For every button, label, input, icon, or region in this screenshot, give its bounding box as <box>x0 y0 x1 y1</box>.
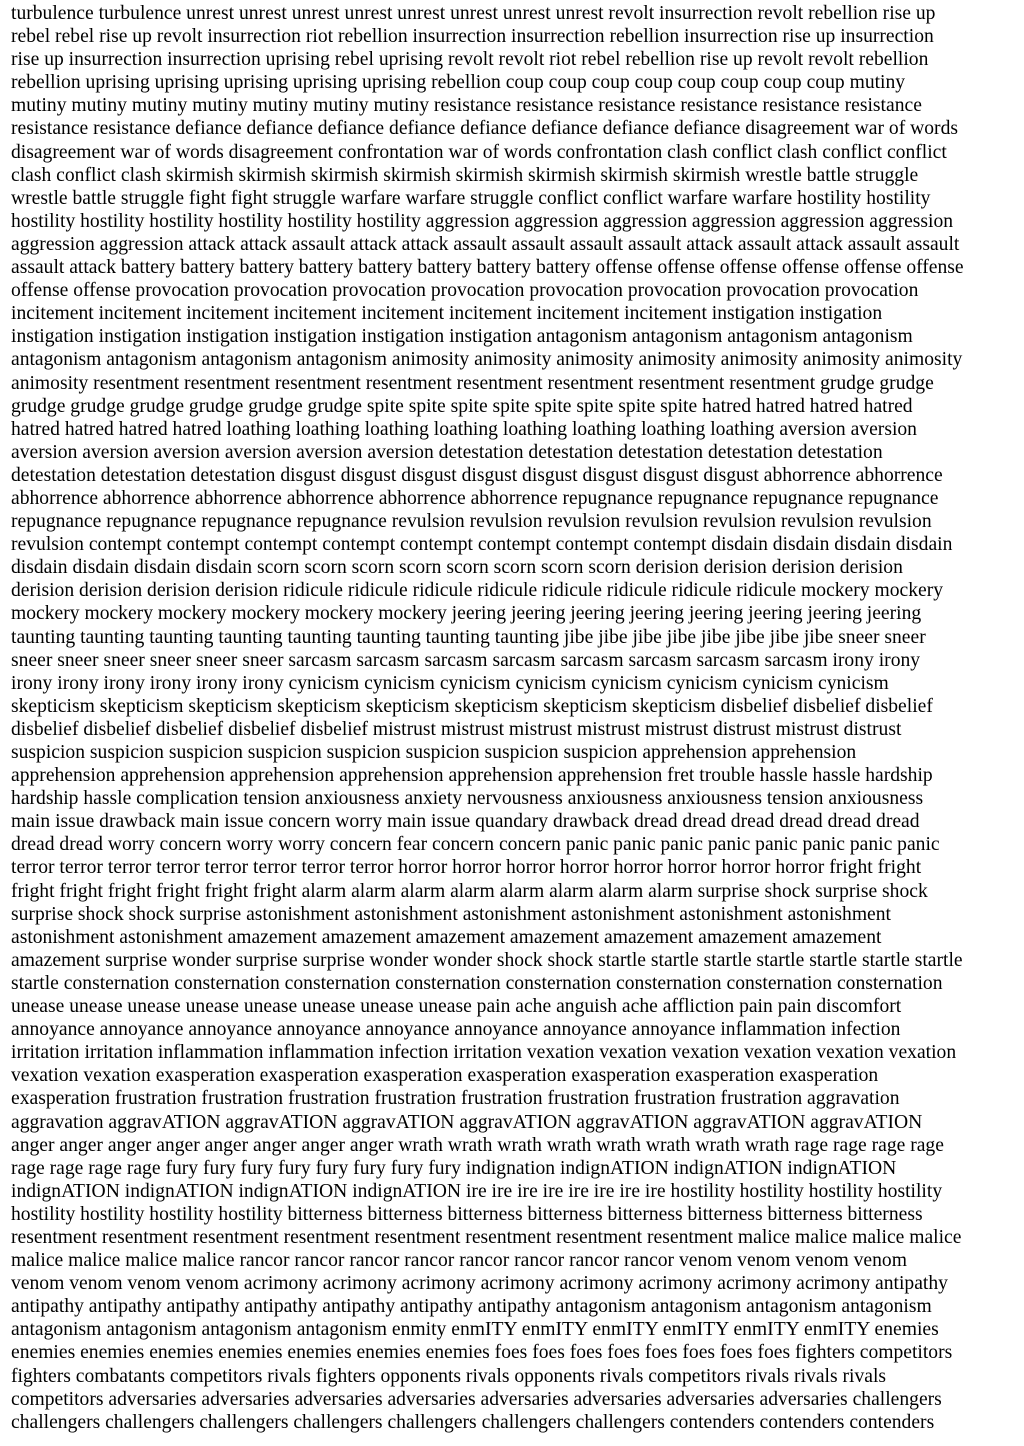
text-line: challengers challengers challengers challengers challengers challengers challengers contenders contenders contenders <box>11 1411 935 1433</box>
text-line: resentment resentment resentment resentment resentment resentment resentment resentment malice malice malice malice <box>11 1226 962 1248</box>
text-line: indignATION indignATION indignATION indignATION ire ire ire ire ire ire ire ire hostility hostility hostility hostility <box>11 1180 943 1202</box>
text-line: abhorrence abhorrence abhorrence abhorrence abhorrence abhorrence repugnance repugnance repugnance repugnance <box>11 487 939 509</box>
text-line: startle consternation consternation consternation consternation consternation consternation consternation consternation <box>11 972 943 994</box>
text-line: incitement incitement incitement incitement incitement incitement incitement incitement instigation instigation <box>11 303 883 325</box>
text-line: assault attack battery battery battery battery battery battery battery battery offense offense offense offense offense offense <box>11 257 964 279</box>
text-line: surprise shock shock surprise astonishment astonishment astonishment astonishment astonishment astonishment <box>11 903 891 925</box>
text-line: grudge grudge grudge grudge grudge grudge spite spite spite spite spite spite spite spite hatred hatred hatred hatred <box>11 395 913 417</box>
text-line: antagonism antagonism antagonism antagonism enmity enmITY enmITY enmITY enmITY enmITY enmITY enemies <box>11 1319 939 1341</box>
text-line: clash conflict clash skirmish skirmish skirmish skirmish skirmish skirmish skirmish skirmish wrestle battle struggle <box>11 164 919 186</box>
text-line: hatred hatred hatred hatred loathing loathing loathing loathing loathing loathing loathing loathing aversion aversion <box>11 418 917 440</box>
text-line: disdain disdain disdain disdain scorn scorn scorn scorn scorn scorn scorn scorn derision derision derision derision <box>11 557 903 579</box>
text-line: apprehension apprehension apprehension apprehension apprehension apprehension fret trouble hassle hassle hardship <box>11 765 933 787</box>
text-line: hostility hostility hostility hostility bitterness bitterness bitterness bitterness bitterness bitterness bitterness bitterness <box>11 1203 923 1225</box>
text-line: sneer sneer sneer sneer sneer sneer sarcasm sarcasm sarcasm sarcasm sarcasm sarcasm sarcasm sarcasm irony irony <box>11 649 921 671</box>
text-line: wrestle battle struggle fight fight struggle warfare warfare struggle conflict conflict warfare warfare hostility hostility <box>11 187 931 209</box>
text-line: venom venom venom venom acrimony acrimony acrimony acrimony acrimony acrimony acrimony acrimony antipathy <box>11 1273 948 1295</box>
text-line: mutiny mutiny mutiny mutiny mutiny mutiny mutiny resistance resistance resistance resistance resistance resistance <box>11 95 922 117</box>
text-line: detestation detestation detestation disgust disgust disgust disgust disgust disgust disgust disgust abhorrence abhorrence <box>11 464 943 486</box>
text-line: enemies enemies enemies enemies enemies enemies enemies foes foes foes foes foes foes foes foes fighters competitors <box>11 1342 953 1364</box>
text-line: competitors adversaries adversaries adversaries adversaries adversaries adversaries adversaries adversaries challengers <box>11 1388 942 1410</box>
text-line: disbelief disbelief disbelief disbelief disbelief mistrust mistrust mistrust mistrust mistrust distrust mistrust distrust <box>11 718 902 740</box>
text-line: aggression aggression attack attack assault attack attack assault assault assault assault attack assault attack assault assault <box>11 233 960 255</box>
text-line: unease unease unease unease unease unease unease unease pain ache anguish ache affliction pain pain discomfort <box>11 996 902 1018</box>
text-line: fighters combatants competitors rivals fighters opponents rivals opponents rivals competitors rivals rivals rivals <box>11 1365 887 1387</box>
text-line: malice malice malice malice rancor rancor rancor rancor rancor rancor rancor rancor venom venom venom venom <box>11 1250 907 1272</box>
text-line: irony irony irony irony irony irony cynicism cynicism cynicism cynicism cynicism cynicism cynicism cynicism <box>11 672 889 694</box>
text-line: revulsion contempt contempt contempt contempt contempt contempt contempt contempt disdain disdain disdain disdain <box>11 534 953 556</box>
text-line: antagonism antagonism antagonism antagonism animosity animosity animosity animosity animosity animosity animosity <box>11 349 963 371</box>
text-line: astonishment astonishment amazement amazement amazement amazement amazement amazement amazement <box>11 926 882 948</box>
text-line: mockery mockery mockery mockery mockery mockery jeering jeering jeering jeering jeering jeering jeering jeering <box>11 603 922 625</box>
text-line: anger anger anger anger anger anger anger anger wrath wrath wrath wrath wrath wrath wrath wrath rage rage rage rage <box>11 1134 944 1156</box>
text-line: offense offense provocation provocation provocation provocation provocation provocation provocation provocation <box>11 280 919 302</box>
text-line: rage rage rage rage fury fury fury fury fury fury fury fury indignation indignATION indignATION indignATION <box>11 1157 897 1179</box>
text-line: aggravation aggravATION aggravATION aggravATION aggravATION aggravATION aggravATION aggravATION <box>11 1111 923 1133</box>
text-line: irritation irritation inflammation inflammation infection irritation vexation vexation vexation vexation vexation vexation <box>11 1042 957 1064</box>
text-line: vexation vexation exasperation exasperation exasperation exasperation exasperation exasperation exasperation <box>11 1065 879 1087</box>
text-line: hostility hostility hostility hostility hostility hostility aggression aggression aggression aggression aggression aggression <box>11 210 954 232</box>
text-line: fright fright fright fright fright fright alarm alarm alarm alarm alarm alarm alarm alarm surprise shock surprise shock <box>11 880 928 902</box>
text-line: resistance resistance defiance defiance defiance defiance defiance defiance defiance defiance disagreement war of words <box>11 118 959 140</box>
text-line: turbulence turbulence unrest unrest unrest unrest unrest unrest unrest unrest revolt insurrection revolt rebellion rise up <box>11 3 936 24</box>
text-line: derision derision derision derision ridicule ridicule ridicule ridicule ridicule ridicule ridicule ridicule mockery mockery <box>11 580 944 602</box>
text-line: amazement surprise wonder surprise surprise wonder wonder shock shock startle startle startle startle startle startle startle <box>11 949 963 971</box>
text-line: repugnance repugnance repugnance repugnance revulsion revulsion revulsion revulsion revulsion revulsion revulsion <box>11 511 932 533</box>
text-line: dread dread worry concern worry worry concern fear concern concern panic panic panic panic panic panic panic panic <box>11 834 940 856</box>
text-line: terror terror terror terror terror terror terror terror horror horror horror horror horror horror horror horror fright fright <box>11 857 922 879</box>
text-line: antipathy antipathy antipathy antipathy antipathy antipathy antipathy antagonism antagonism antagonism antagonism <box>11 1296 932 1318</box>
text-line: rebellion uprising uprising uprising uprising uprising rebellion coup coup coup coup coup coup coup coup mutiny <box>11 72 906 94</box>
text-line: exasperation frustration frustration frustration frustration frustration frustration frustration frustration aggravation <box>11 1088 900 1110</box>
text-line: suspicion suspicion suspicion suspicion suspicion suspicion suspicion suspicion apprehension apprehension <box>11 742 857 763</box>
text-line: instigation instigation instigation instigation instigation instigation antagonism antagonism antagonism antagonism <box>11 326 913 348</box>
text-line: main issue drawback main issue concern worry main issue quandary drawback dread dread dread dread dread dread <box>11 811 920 833</box>
text-line: taunting taunting taunting taunting taunting taunting taunting taunting jibe jibe jibe jibe jibe jibe jibe jibe sneer sneer <box>11 626 926 648</box>
text-line: animosity resentment resentment resentment resentment resentment resentment resentment resentment grudge grudge <box>11 372 934 394</box>
text-line: annoyance annoyance annoyance annoyance annoyance annoyance annoyance annoyance inflammation infection <box>11 1019 901 1041</box>
text-line: rise up insurrection insurrection uprising rebel uprising revolt revolt riot rebel rebellion rise up revolt revolt rebellion <box>11 49 929 71</box>
text-line: disagreement war of words disagreement confrontation war of words confrontation clash conflict clash conflict conflict <box>11 141 947 163</box>
text-line: hardship hassle complication tension anxiousness anxiety nervousness anxiousness anxiousness tension anxiousness <box>11 788 924 810</box>
text-line: skepticism skepticism skepticism skepticism skepticism skepticism skepticism skepticism disbelief disbelief disbelief <box>11 695 933 717</box>
text-line: aversion aversion aversion aversion aversion aversion detestation detestation detestation detestation detestation <box>11 441 883 463</box>
text-line: rebel rebel rise up revolt insurrection riot rebellion insurrection insurrection rebellion insurrection rise up insurrection <box>11 26 934 48</box>
